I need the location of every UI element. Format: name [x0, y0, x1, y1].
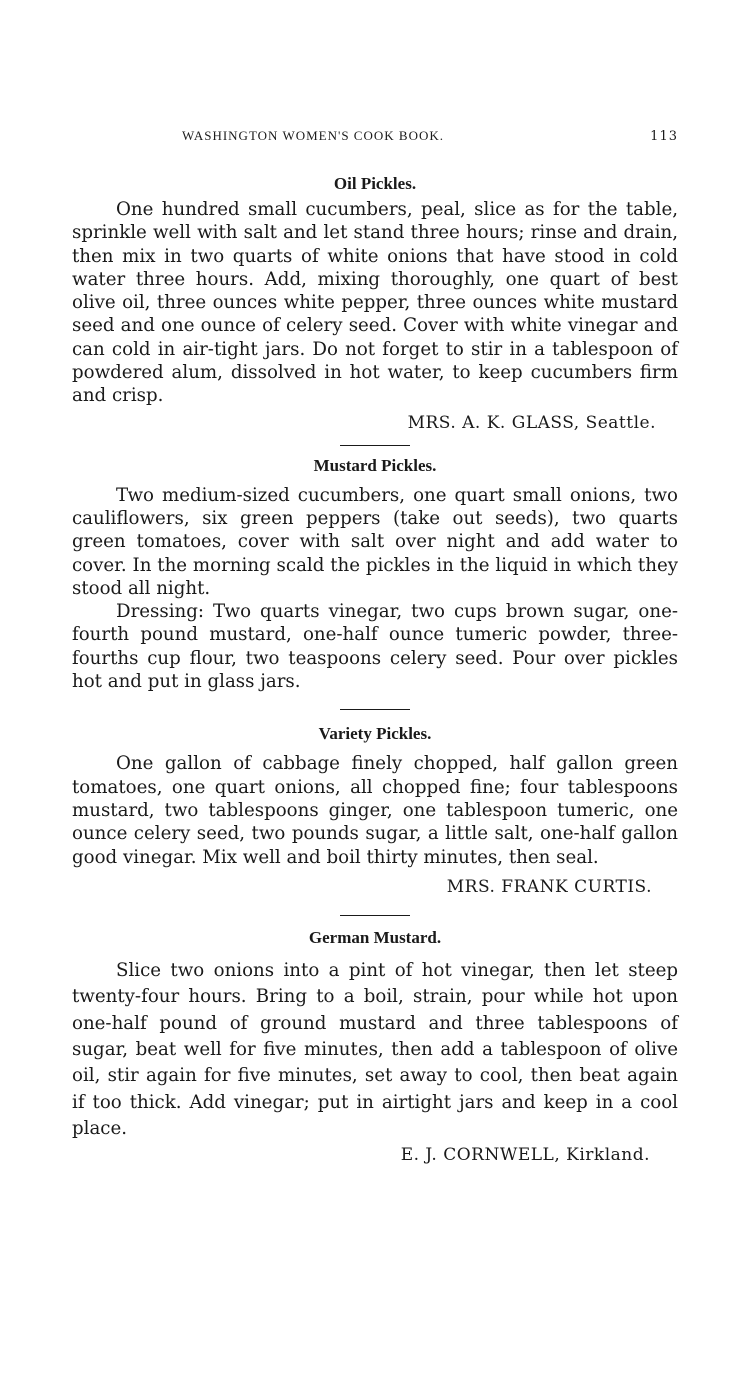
recipe-title-german-mustard: German Mustard.: [308, 927, 442, 947]
recipe-body-variety-pickles: One gallon of cabbage finely chopped, half gallon green tomatoes, one quart onions, all chopped fine; four tablespoons mustard, two tablespoons ginger, one tablespoon tumeric, one ounce celery seed, two pounds sugar, a little salt, one-half gallon good vinegar. Mix well and boil thirty minutes, then seal.: [72, 753, 678, 868]
recipe-body-german-mustard: Slice two onions into a pint of hot vinegar, then let steep twenty-four hours. Bring to a boil, strain, pour while hot upon one-half pound of ground mustard and three tablespoons of sugar, beat well for five minutes, then add a tablespoon of olive oil, stir again for five minutes, set away to cool, then beat again if too thick. Add vinegar; put in airtight jars and keep in a cool place.: [72, 959, 678, 1140]
page-content: [72, 128, 678, 1167]
signature-curtis: MRS. FRANK CURTIS.: [446, 876, 652, 897]
recipe-title-variety-pickles: Variety Pickles.: [318, 724, 432, 744]
recipe-body-mustard-dressing: Dressing: Two quarts vinegar, two cups brown sugar, one-fourth pound mustard, one-half ounce tumeric powder, three-fourths cup flour, two teaspoons celery seed. Pour over pickles hot and put in glass jars.: [72, 601, 678, 693]
section-divider: [340, 709, 410, 710]
signature-cornwell: E. J. CORNWELL, Kirkland.: [400, 1144, 650, 1165]
signature-glass: MRS. A. K. GLASS, Seattle.: [407, 412, 656, 433]
book-title: WASHINGTON WOMEN'S COOK BOOK.: [182, 128, 444, 143]
section-divider: [340, 445, 410, 446]
recipe-body-oil-pickles: One hundred small cucumbers, peal, slice as for the table, sprinkle well with salt and let stand three hours; rinse and drain, then mix in two quarts of white onions that have stood in cold water three hours. Add, mixing thoroughly, one quart of best olive oil, three ounces white pepper, three ounces white mustard seed and one ounce of celery seed. Cover with white vinegar and can cold in air-tight jars. Do not forget to stir in a tablespoon of powdered alum, dissolved in hot water, to keep cucumbers firm and crisp.: [72, 199, 678, 407]
page-number: 113: [650, 129, 678, 144]
recipe-title-mustard-pickles: Mustard Pickles.: [313, 455, 437, 475]
recipe-title-oil-pickles: Oil Pickles.: [333, 174, 417, 193]
running-header: [182, 128, 678, 144]
recipe-body-mustard-pickles: Two medium-sized cucumbers, one quart small onions, two cauliflowers, six green peppers (take out seeds), two quarts green tomatoes, cover with salt over night and add water to cover. In the morning scald the pickles in the liquid in which they stood all night.: [72, 484, 678, 599]
section-divider: [340, 915, 410, 916]
